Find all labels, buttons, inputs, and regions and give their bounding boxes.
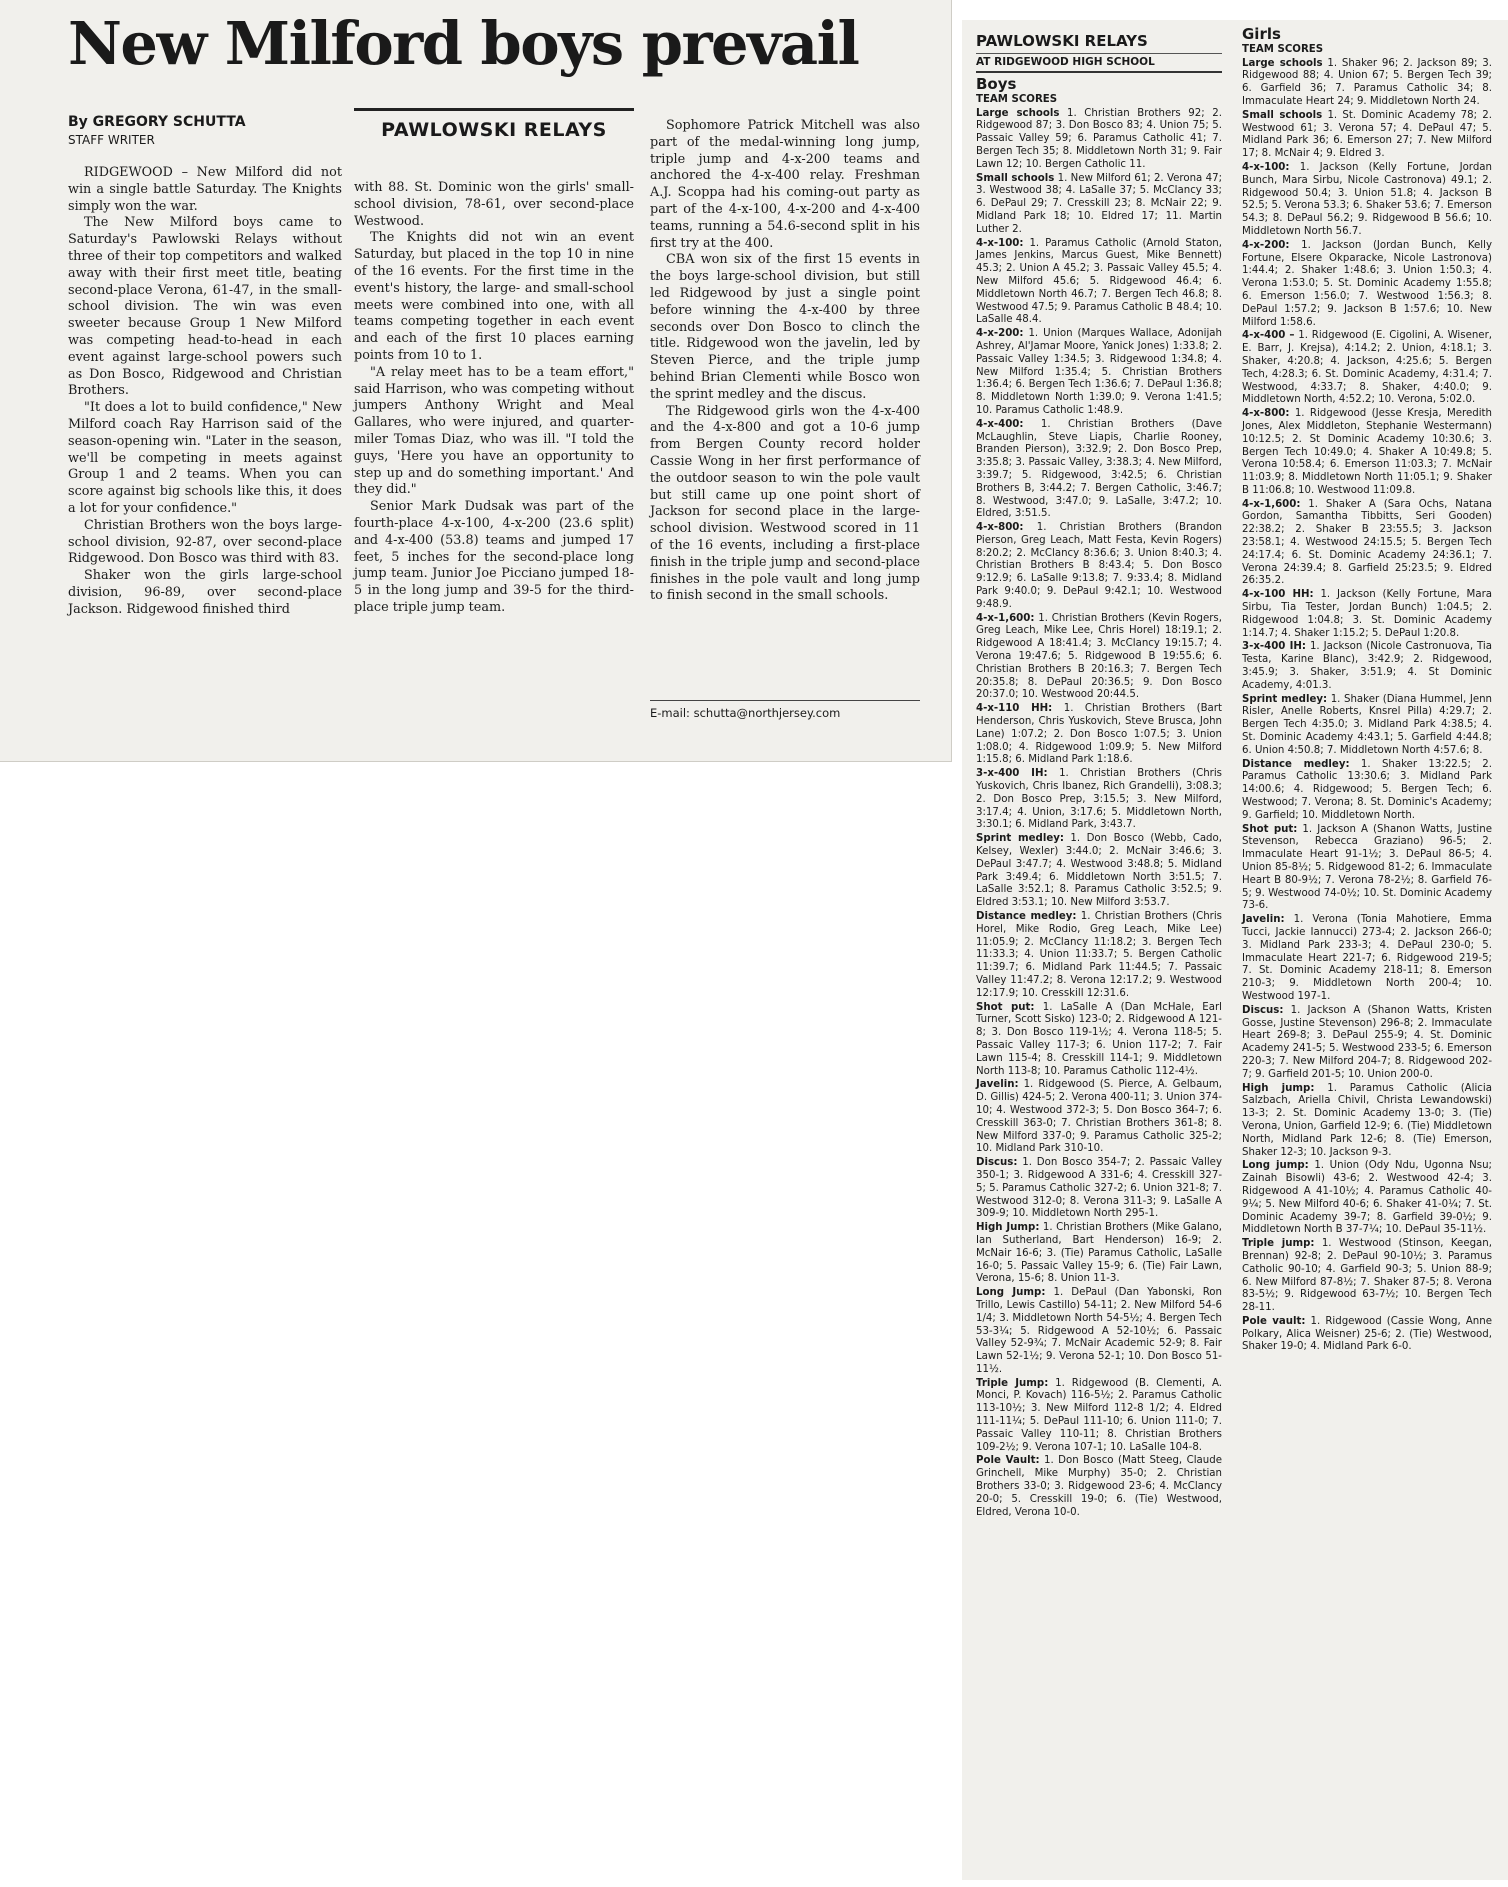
result-entry <box>1242 58 1492 109</box>
event-results: 1. Christian Brothers (Kevin Rogers, Greg Leach, Mike Lee, Chris Horel) 18:19.1; 2. Ridgewood A 18:41.4; 3. McClancy 19:15.7; 4. Verona 19:47.6; 5. Ridgewood B 19:55.6; 6. Christian Brothers B 20:16.3; 7. Bergen Tech 20:35.8; 8. DePaul 20:36.5; 9. Don Bosco 20:37.0; 10. Westwood 20:44.5. <box>976 612 1222 701</box>
result-entry <box>1242 1238 1492 1315</box>
event-label: Javelin: <box>976 1079 1019 1091</box>
result-entry <box>976 1079 1222 1156</box>
result-entry <box>976 1157 1222 1221</box>
result-entry <box>976 1002 1222 1079</box>
result-entry <box>976 173 1222 237</box>
result-entry <box>1242 499 1492 589</box>
result-entry <box>1242 408 1492 498</box>
result-entry <box>1242 589 1492 640</box>
paragraph: Shaker won the girls large-school division, 96-89, over second-place Jackson. Ridgewood finished third <box>68 568 342 617</box>
paragraph: Sophomore Patrick Mitchell was also part of the medal-winning long jump, triple jump and 4-x-200 teams and anchored the 4-x-400 relay. Freshman A.J. Scoppa had his coming-out party as part of the 4-x-100, 4-x-200 and 4-x-400 teams, running a 54.6-second split in his first try at the 400. <box>650 118 920 251</box>
result-entry <box>1242 914 1492 1004</box>
result-entry <box>976 94 1222 107</box>
result-entry <box>1242 1160 1492 1237</box>
result-entry <box>976 238 1222 328</box>
result-entry <box>976 911 1222 1001</box>
event-label: Large schools <box>1242 57 1323 69</box>
event-label: 4-x-800: <box>976 522 1024 534</box>
article-column-1 <box>68 165 342 619</box>
event-results: 1. Ridgewood (Jesse Kresja, Meredith Jones, Alex Middleton, Stephanie Westermann) 10:12.5; 2. St Dominic Academy 10:30.6; 3. Bergen Tech 10:49.0; 4. Shaker A 10:49.8; 5. Verona 10:58.4; 6. Emerson 11:03.3; 7. McNair 11:03.9; 8. Middletown North 11:05.1; 9. Shaker B 11:06.8; 10. Westwood 11:09.8. <box>1242 408 1492 496</box>
event-results: 1. Westwood (Stinson, Keegan, Brennan) 92-8; 2. DePaul 90-10½; 3. Paramus Catholic 90-10; 4. Garfield 90-3; 5. Union 88-9; 6. New Milford 87-8½; 7. Shaker 87-5; 8. Verona 83-5½; 9. Ridgewood 63-7½; 10. Bergen Tech 28-11. <box>1242 1238 1492 1314</box>
results-subtitle: AT RIDGEWOOD HIGH SCHOOL <box>976 56 1222 73</box>
result-entry <box>1242 694 1492 758</box>
event-label: 4-x-100 HH: <box>1242 589 1314 601</box>
paragraph: The New Milford boys came to Saturday's Pawlowski Relays without three of their top competitors and walked away with their first meet title, beating second-place Verona, 61-47, in the small-school division. The win was even sweeter because Group 1 New Milford was competing head-to-head in each event against large-school powers such as Don Bosco, Ridgewood and Christian Brothers. <box>68 215 342 399</box>
event-label: Pole vault: <box>1242 1315 1306 1327</box>
paragraph: The Ridgewood girls won the 4-x-400 and the 4-x-800 and got a 10-6 jump from Bergen County record holder Cassie Wong in her first performance of the outdoor season to win the pole vault but still came up one point short of Jackson for second place in the large-school division. Westwood scored in 11 of the 16 events, including a first-place finish in the triple jump and second-place finishes in the pole vault and long jump to finish second in the small schools. <box>650 403 920 604</box>
event-label: 4-x-100: <box>976 237 1024 249</box>
girls-heading: Girls <box>1242 25 1281 43</box>
event-results: 1. Don Bosco (Matt Steeg, Claude Grinchell, Mike Murphy) 35-0; 2. Christian Brothers 33-0; 3. Ridgewood 23-6; 4. McClancy 20-0; 5. Cresskill 19-0; 6. (Tie) Westwood, Eldred, Verona 10-0. <box>976 1455 1222 1518</box>
headline: New Milford boys prevail <box>68 9 859 78</box>
event-results: 1. Christian Brothers (Bart Henderson, Chris Yuskovich, Steve Brusca, John Lane) 1:07.2; 2. Don Bosco 1:07.5; 3. Union 1:08.0; 4. Ridgewood 1:09.9; 5. New Milford 1:15.8; 6. Midland Park 1:18.6. <box>976 703 1222 766</box>
event-results: 1. Paramus Catholic (Alicia Salzbach, Ariella Chivil, Christa Lewandowski) 13-3; 2. St. Dominic Academy 13-0; 3. (Tie) Verona, Union, Garfield 12-9; 6. (Tie) Middletown North, Midland Park 12-6; 8. (Tie) Emerson, Shaker 12-3; 10. Jackson 9-3. <box>1242 1082 1492 1158</box>
event-label: Shot put: <box>976 1001 1035 1013</box>
event-results: 1. Ridgewood (E. Cigolini, A. Wisener, E. Barr, J. Krejsa), 4:14.2; 2. Union, 4:18.1; 3. Shaker, 4:20.8; 4. Jackson, 4:25.6; 5. Bergen Tech, 4:28.3; 6. St. Dominic Academy, 4:31.4; 7. Westwood, 4:33.7; 8. Shaker, 4:40.0; 9. Middletown North, 4:52.2; 10. Verona, 5:02.0. <box>1242 330 1492 406</box>
paragraph: Senior Mark Dudsak was part of the fourth-place 4-x-100, 4-x-200 (23.6 split) and 4-x-400 (53.8) teams and jumped 17 feet, 5 inches for the second-place long jump team. Junior Joe Picciano jumped 18-5 in the long jump and 39-5 for the third-place triple jump team. <box>354 499 634 615</box>
event-label: 4-x-800: <box>1242 408 1290 420</box>
event-results: 1. Jackson (Kelly Fortune, Jordan Bunch, Mara Sirbu, Nicole Castronova) 49.1; 2. Ridgewood 50.4; 3. Union 51.8; 4. Jackson B 52.5; 5. Verona 53.3; 6. Shaker 53.6; 7. Emerson 54.3; 8. DePaul 56.2; 9. Ridgewood B 56.6; 10. Middletown North 56.7. <box>1242 161 1492 237</box>
results-clipping <box>962 20 1508 1880</box>
paragraph: Christian Brothers won the boys large-school division, 92-87, over second-place Ridgewood. Don Bosco was third with 83. <box>68 517 342 567</box>
event-label: 4-x-400: <box>976 418 1024 430</box>
result-entry <box>976 328 1222 418</box>
result-entry <box>1242 110 1492 161</box>
event-label: Large schools <box>976 107 1060 119</box>
event-results: 1. Jackson A (Shanon Watts, Kristen Gosse, Justine Stevenson) 296-8; 2. Immaculate Heart 269-8; 3. DePaul 255-9; 4. St. Dominic Academy 241-5; 5. Westwood 233-5; 6. Emerson 220-3; 7. New Milford 204-7; 8. Ridgewood 202-7; 9. Garfield 201-5; 10. Union 200-0. <box>1242 1004 1492 1080</box>
event-label: Discus: <box>976 1157 1018 1169</box>
result-entry <box>976 1378 1222 1455</box>
event-label: 4-x-110 HH: <box>976 703 1053 715</box>
event-label: Long Jump: <box>976 1287 1046 1299</box>
paragraph: RIDGEWOOD – New Milford did not win a single battle Saturday. The Knights simply won the war. <box>68 165 342 214</box>
event-results: 1. Christian Brothers (Mike Galano, Ian Sutherland, Bart Henderson) 16-9; 2. McNair 16-6; 3. (Tie) Paramus Catholic, LaSalle 16-0; 5. Passaic Valley 15-9; 6. (Tie) Fair Lawn, Verona, 15-6; 8. Union 11-3. <box>976 1222 1222 1285</box>
paragraph: "A relay meet has to be a team effort," said Harrison, who was competing without jumpers Anthony Wright and Meal Gallares, who were injured, and quarter-miler Tomas Diaz, who was ill. "I told the guys, 'Here you have an opportunity to step up and do something important.' And they did." <box>354 364 634 498</box>
event-label: 3-x-400 IH: <box>976 768 1048 780</box>
event-label: 4-x-400 – <box>1242 330 1295 342</box>
event-results: 1. Union (Ody Ndu, Ugonna Nsu; Zainah Bisowli) 43-6; 2. Westwood 42-4; 3. Ridgewood A 41-10½; 4. Paramus Catholic 40-9¼; 5. New Milford 40-6; 6. Shaker 41-0¼; 7. St. Dominic Academy 39-7; 8. Garfield 39-0½; 9. Middletown North B 37-7¼; 10. DePaul 35-11½. <box>1242 1160 1492 1236</box>
event-label: 4-x-200: <box>976 328 1024 340</box>
event-results: 1. Paramus Catholic (Arnold Staton, James Jenkins, Marcus Guest, Mike Bennett) 45.3; 2. Union A 45.2; 3. Passaic Valley 45.5; 4. New Milford 45.6; 5. Ridgewood 46.4; 6. Middletown North 46.7; 7. Bergen Tech 46.8; 8. Westwood 47.5; 9. Paramus Catholic B 48.4; 10. LaSalle 48.4. <box>976 237 1222 326</box>
event-results: 1. DePaul (Dan Yabonski, Ron Trillo, Lewis Castillo) 54-11; 2. New Milford 54-6 1/4; 3. Middletown North 54-5½; 4. Bergen Tech 53-3¼; 5. Ridgewood A 52-10½; 6. Passaic Valley 52-9¾; 7. McNair Academic 52-9; 8. Fair Lawn 52-1½; 9. Verona 52-1; 10. Don Bosco 51-11½. <box>976 1287 1222 1375</box>
result-entry <box>1242 330 1492 407</box>
result-entry <box>976 1455 1222 1519</box>
event-label: Small schools <box>1242 109 1323 121</box>
author-email: E-mail: schutta@northjersey.com <box>650 700 920 720</box>
event-label: Long jump: <box>1242 1160 1309 1172</box>
article-column-3 <box>650 118 920 605</box>
event-label: Small schools <box>976 172 1055 184</box>
paragraph: The Knights did not win an event Saturday, but placed in the top 10 in nine of the 16 events. For the first time in the event's history, the large- and small-school meets were combined into one, with all teams competing together in each event and each of the first 10 places earning points from 10 to 1. <box>354 230 634 363</box>
article-column-2 <box>354 180 634 617</box>
girls-results-column <box>1242 25 1492 1355</box>
event-label: Distance medley: <box>1242 758 1350 770</box>
result-entry <box>1242 1083 1492 1160</box>
event-results: 1. Jackson A (Shanon Watts, Justine Stevenson, Rebecca Graziano) 96-5; 2. Immaculate Heart 91-1½; 3. DePaul 86-5; 4. Union 85-8½; 5. Ridgewood 81-2; 6. Immaculate Heart B 80-9½; 7. Verona 78-2½; 8. Garfield 76-5; 9. Westwood 74-0½; 10. St. Dominic Academy 73-6. <box>1242 823 1492 912</box>
result-entry <box>1242 641 1492 692</box>
event-results: 1. Christian Brothers 92; 2. Ridgewood 87; 3. Don Bosco 83; 4. Union 75; 5. Passaic Valley 59; 6. Paramus Catholic 41; 7. Bergen Tech 35; 8. Middletown North 31; 9. Fair Lawn 12; 10. Bergen Catholic 11. <box>976 107 1222 170</box>
event-label: 3-x-400 IH: <box>1242 641 1307 653</box>
event-results: 1. Don Bosco (Webb, Cado, Kelsey, Wexler) 3:44.0; 2. McNair 3:46.6; 3. DePaul 3:47.7; 4. Westwood 3:48.8; 5. Midland Park 3:49.4; 6. Middletown North 3:51.5; 7. LaSalle 3:52.1; 8. Paramus Catholic 3:52.5; 9. Eldred 3:53.1; 10. New Milford 3:53.7. <box>976 833 1222 909</box>
event-results: 1. Christian Brothers (Brandon Pierson, Greg Leach, Matt Festa, Kevin Rogers) 8:20.2; 2. McClancy 8:36.6; 3. Union 8:40.3; 4. Christian Brothers B 8:43.4; 5. Don Bosco 9:12.9; 6. LaSalle 9:13.8; 7. 9:33.4; 8. Midland Park 9:40.0; 9. DePaul 9:42.1; 10. Westwood 9:48.9. <box>976 522 1222 610</box>
results-title: PAWLOWSKI RELAYS <box>976 32 1222 54</box>
event-label: 4-x-100: <box>1242 161 1290 173</box>
event-results: 1. LaSalle A (Dan McHale, Earl Turner, Scott Sisko) 123-0; 2. Ridgewood A 121-8; 3. Don Bosco 119-1½; 4. Verona 118-5; 5. Passaic Valley 117-3; 6. Union 117-2; 7. Fair Lawn 115-4; 8. Cresskill 114-1; 9. Middletown North 113-8; 10. Paramus Catholic 112-4½. <box>976 1001 1222 1077</box>
result-entry <box>1242 240 1492 330</box>
paragraph: with 88. St. Dominic won the girls' small-school division, 78-61, over second-place Westwood. <box>354 180 634 229</box>
result-entry <box>976 108 1222 172</box>
result-entry <box>976 768 1222 832</box>
event-results: 1. Christian Brothers (Chris Yuskovich, Chris Ibanez, Rich Grandelli), 3:08.3; 2. Don Bosco Prep, 3:15.5; 3. New Milford, 3:17.4; 4. Union, 3:17.6; 5. Middletown North, 3:30.1; 6. Midland Park, 3:43.7. <box>976 768 1222 831</box>
event-label: High Jump: <box>976 1222 1040 1234</box>
staff-writer-label: STAFF WRITER <box>68 133 155 147</box>
result-entry <box>976 419 1222 521</box>
event-results: 1. Don Bosco 354-7; 2. Passaic Valley 350-1; 3. Ridgewood A 331-6; 4. Cresskill 327-5; 5. Paramus Catholic 327-2; 6. Union 321-8; 7. Westwood 312-0; 8. Verona 311-3; 9. LaSalle A 309-9; 10. Middletown North 295-1. <box>976 1157 1222 1220</box>
event-results: 1. Shaker (Diana Hummel, Jenn Risler, Anelle Roberts, Knsrel Pilla) 4:29.7; 2. Bergen Tech 4:35.0; 3. Midland Park 4:38.5; 4. St. Dominic Academy 4:43.1; 5. Garfield 4:44.8; 6. Union 4:50.8; 7. Middletown North 4:57.6; 8. <box>1242 693 1492 756</box>
event-results: 1. Ridgewood (Cassie Wong, Anne Polkary, Alica Weisner) 25-6; 2. (Tie) Westwood, Shaker 19-0; 4. Midland Park 6-0. <box>1242 1315 1492 1353</box>
event-label: Sprint medley: <box>976 833 1064 845</box>
result-entry <box>976 522 1222 612</box>
boys-results-column <box>976 75 1222 1520</box>
result-entry <box>976 1222 1222 1286</box>
event-results: 1. Verona (Tonia Mahotiere, Emma Tucci, Jackie Iannucci) 273-4; 2. Jackson 266-0; 3. Midland Park 233-3; 4. DePaul 230-0; 5. Immaculate Heart 221-7; 6. Ridgewood 219-5; 7. St. Dominic Academy 218-11; 8. Emerson 210-3; 9. Middletown North 200-4; 10. Westwood 197-1. <box>1242 914 1492 1002</box>
event-results: 1. Shaker 13:22.5; 2. Paramus Catholic 13:30.6; 3. Midland Park 14:00.6; 4. Ridgewood; 5. Bergen Tech; 6. Westwood; 7. Verona; 8. St. Dominic's Academy; 9. Garfield; 10. Middletown North. <box>1242 758 1492 821</box>
event-results: 1. Ridgewood (B. Clementi, A. Monci, P. Kovach) 116-5½; 2. Paramus Catholic 113-10½; 3. New Milford 112-8 1/2; 4. Eldred 111-11¼; 5. DePaul 111-10; 6. Union 111-0; 7. Passaic Valley 110-11; 8. Christian Brothers 109-2½; 9. Verona 107-1; 10. LaSalle 104-8. <box>976 1377 1222 1453</box>
event-results: 1. Shaker A (Sara Ochs, Natana Gordon, Samantha Tibbitts, Seri Gooden) 22:38.2; 2. Shaker B 23:55.5; 3. Jackson 23:58.1; 4. Westwood 24:15.5; 5. Bergen Tech 24:17.4; 6. St. Dominic Academy 24:36.1; 7. Verona 24:39.4; 8. Garfield 25:23.5; 9. Eldred 26:35.2. <box>1242 498 1492 587</box>
event-results: 1. Shaker 96; 2. Jackson 89; 3. Ridgewood 88; 4. Union 67; 5. Bergen Tech 39; 6. Garfield 36; 7. Paramus Catholic 34; 8. Immaculate Heart 24; 9. Middletown North 24. <box>1242 57 1492 107</box>
byline: By GREGORY SCHUTTA <box>68 114 246 130</box>
event-results: 1. St. Dominic Academy 78; 2. Westwood 61; 3. Verona 57; 4. DePaul 47; 5. Midland Park 36; 6. Emerson 27; 7. New Milford 17; 8. McNair 4; 9. Eldred 3. <box>1242 109 1492 160</box>
article-clipping <box>0 0 952 762</box>
event-results: 1. Union (Marques Wallace, Adonijah Ashrey, Al'Jamar Moore, Yanick Jones) 1:33.8; 2. Passaic Valley 1:34.5; 3. Ridgewood 1:34.8; 4. New Milford 1:35.4; 5. Christian Brothers 1:36.4; 6. Bergen Tech 1:36.6; 7. DePaul 1:36.8; 8. Middletown North 1:39.0; 9. Verona 1:41.5; 10. Paramus Catholic 1:48.9. <box>976 328 1222 416</box>
paragraph: "It does a lot to build confidence," New Milford coach Ray Harrison said of the season-opening win. "Later in the season, we'll be competing in meets against Group 1 and 2 teams. When you can score against big schools like this, it does a lot for your confidence." <box>68 400 342 516</box>
event-results: 1. Christian Brothers (Dave McLaughlin, Steve Liapis, Charlie Rooney, Branden Pierson), 3:32.9; 2. Don Bosco Prep, 3:35.8; 3. Passaic Valley, 3:38.3; 4. New Milford, 3:39.7; 5. Ridgewood, 3:42.5; 6. Christian Brothers B, 3:44.2; 7. Bergen Catholic, 3:46.7; 8. Westwood, 3:47.0; 9. LaSalle, 3:47.2; 10. Eldred, 3:51.5. <box>976 418 1222 520</box>
section-kicker: PAWLOWSKI RELAYS <box>354 108 634 141</box>
event-label: Distance medley: <box>976 911 1077 922</box>
event-results: 1. Jackson (Kelly Fortune, Mara Sirbu, Tia Tester, Jordan Bunch) 1:04.5; 2. Ridgewood 1:04.8; 3. St. Dominic Academy 1:14.7; 4. Shaker 1:15.2; 5. DePaul 1:20.8. <box>1242 589 1492 639</box>
event-label: 4-x-200: <box>1242 239 1290 251</box>
result-entry <box>1242 1005 1492 1082</box>
event-label: 4-x-1,600: <box>976 612 1035 624</box>
event-label: Shot put: <box>1242 823 1298 835</box>
result-entry <box>1242 162 1492 239</box>
paragraph: CBA won six of the first 15 events in the boys large-school division, but still led Ridgewood by just a single point before winning the 4-x-400 by three seconds over Don Bosco to clinch the title. Ridgewood won the javelin, led by Steven Pierce, and the triple jump behind Brian Clementi while Bosco won the sprint medley and the discus. <box>650 252 920 402</box>
result-entry <box>976 833 1222 910</box>
event-label: Javelin: <box>1242 914 1285 926</box>
event-label: 4-x-1,600: <box>1242 498 1301 510</box>
event-label: Triple Jump: <box>976 1377 1049 1389</box>
event-results: 1. Jackson (Jordan Bunch, Kelly Fortune, Elsere Okparacke, Nicole Lastronova) 1:44.4; 2. Shaker 1:48.6; 3. Union 1:50.3; 4. Verona 1:53.0; 5. St. Dominic Academy 1:55.8; 6. Emerson 1:56.0; 7. Westwood 1:56.3; 8. DePaul 1:57.2; 9. Jackson B 1:57.6; 10. New Milford 1:58.6. <box>1242 239 1492 328</box>
result-entry <box>1242 44 1492 57</box>
result-entry <box>976 613 1222 703</box>
event-results: 1. Jackson (Nicole Castronuova, Tia Testa, Karine Blanc), 3:42.9; 2. Ridgewood, 3:45.9; 3. Shaker, 3:51.9; 4. St Dominic Academy, 4:01.3. <box>1242 641 1492 691</box>
result-entry <box>976 1287 1222 1377</box>
result-entry <box>1242 1316 1492 1354</box>
event-label: TEAM SCORES <box>976 93 1058 105</box>
event-label: TEAM SCORES <box>1242 43 1324 55</box>
event-label: Discus: <box>1242 1004 1284 1016</box>
result-entry <box>1242 759 1492 823</box>
event-label: High jump: <box>1242 1082 1315 1094</box>
result-entry <box>976 703 1222 767</box>
event-label: Pole Vault: <box>976 1455 1040 1467</box>
event-label: Triple jump: <box>1242 1238 1315 1250</box>
event-results: 1. Ridgewood (S. Pierce, A. Gelbaum, D. Gillis) 424-5; 2. Verona 400-11; 3. Union 374-10; 4. Westwood 372-3; 5. Don Bosco 364-7; 6. Cresskill 363-0; 7. Christian Brothers 361-8; 8. New Milford 337-0; 9. Paramus Catholic 325-2; 10. Midland Park 310-10. <box>976 1079 1222 1155</box>
event-results: 1. New Milford 61; 2. Verona 47; 3. Westwood 38; 4. LaSalle 37; 5. McClancy 33; 6. DePaul 29; 7. Cresskill 23; 8. McNair 22; 9. Midland Park 18; 10. Eldred 17; 11. Martin Luther 2. <box>976 172 1222 235</box>
event-results: 1. Christian Brothers (Chris Horel, Mike Rodio, Greg Leach, Mike Lee) 11:05.9; 2. McClancy 11:18.2; 3. Bergen Tech 11:33.3; 4. Union 11:33.7; 5. Bergen Catholic 11:39.7; 6. Midland Park 11:44.5; 7. Passaic Valley 11:47.2; 8. Verona 12:17.2; 9. Westwood 12:17.9; 10. Cresskill 12:31.6. <box>976 911 1222 999</box>
result-entry <box>1242 824 1492 914</box>
event-label: Sprint medley: <box>1242 693 1328 705</box>
boys-heading: Boys <box>976 75 1017 93</box>
